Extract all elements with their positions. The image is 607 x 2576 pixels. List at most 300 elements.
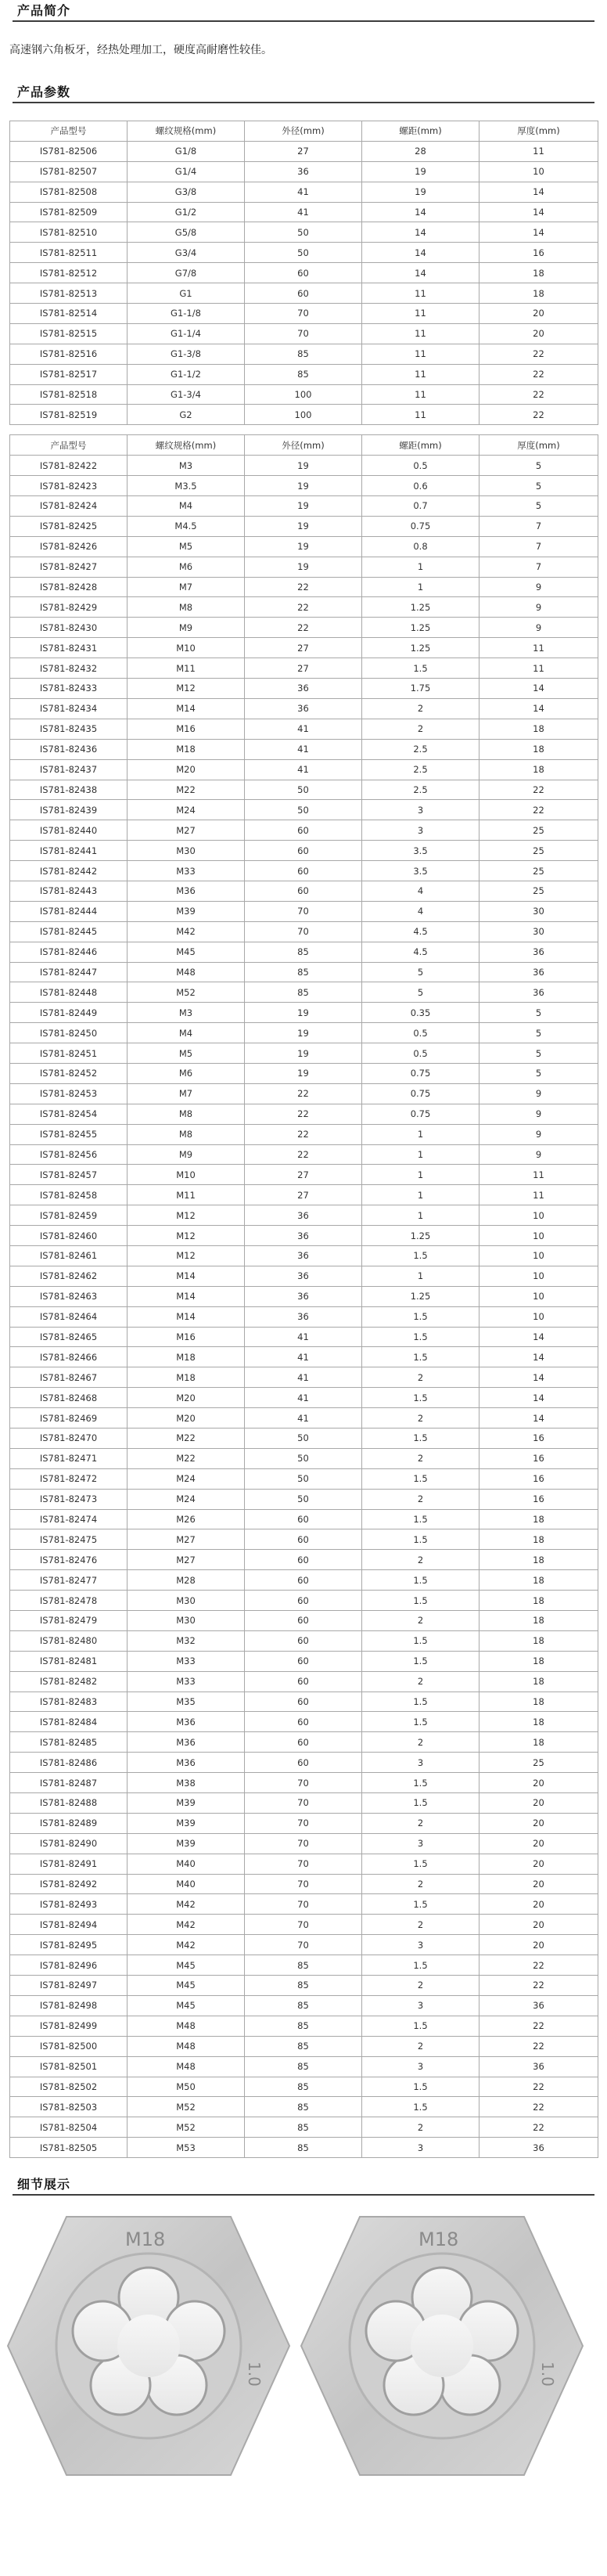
cell-thickness: 9 [479,1144,598,1165]
die-pitch-mark: 1.0 [538,2362,557,2387]
intro-title: 产品简介 [17,3,71,18]
cell-thread-spec: M11 [128,658,245,679]
cell-model: IS781-82502 [10,2077,128,2097]
cell-outer-diameter: 41 [245,1408,362,1429]
cell-thickness: 25 [479,820,598,841]
cell-model: IS781-82456 [10,1144,128,1165]
table-row [10,1429,598,1449]
cell-model: IS781-82463 [10,1286,128,1306]
cell-pitch: 2.5 [362,759,479,780]
cell-thickness: 18 [479,1630,598,1651]
cell-pitch: 1.5 [362,1529,479,1550]
header-pitch: 螺距(mm) [362,435,479,456]
cell-thickness: 10 [479,1306,598,1327]
cell-model: IS781-82478 [10,1591,128,1611]
cell-outer-diameter: 70 [245,1833,362,1854]
cell-pitch: 1.5 [362,1793,479,1814]
cell-thickness: 9 [479,577,598,597]
cell-thickness: 22 [479,2077,598,2097]
cell-outer-diameter: 19 [245,1003,362,1023]
cell-outer-diameter: 85 [245,364,362,384]
hex-die-right [301,2217,583,2475]
cell-thread-spec: M20 [128,1388,245,1408]
table-header-row [10,121,598,142]
cell-model: IS781-82496 [10,1955,128,1976]
cell-outer-diameter: 60 [245,1529,362,1550]
table-row [10,182,598,202]
intro-section-header [0,0,607,27]
cell-outer-diameter: 22 [245,1144,362,1165]
header-outer-diameter: 外径(mm) [245,435,362,456]
cell-outer-diameter: 85 [245,942,362,962]
cell-thread-spec: M27 [128,820,245,841]
cell-outer-diameter: 85 [245,982,362,1003]
cell-pitch: 1.5 [362,1955,479,1976]
cell-outer-diameter: 85 [245,1995,362,2016]
cell-thickness: 11 [479,638,598,658]
cell-outer-diameter: 70 [245,1854,362,1874]
cell-model: IS781-82511 [10,243,128,263]
cell-outer-diameter: 60 [245,1671,362,1692]
table-row [10,1671,598,1692]
cell-pitch: 4.5 [362,921,479,942]
cell-thread-spec: M18 [128,1367,245,1388]
table-row [10,759,598,780]
intro-text: 高速钢六角板牙，经热处理加工，硬度高耐磨性较佳。 [9,44,272,56]
cell-model: IS781-82423 [10,476,128,496]
cell-model: IS781-82469 [10,1408,128,1429]
table-row [10,222,598,243]
cell-pitch: 1.25 [362,1226,479,1246]
cell-pitch: 1.5 [362,1509,479,1529]
cell-outer-diameter: 36 [245,1286,362,1306]
table-row [10,739,598,759]
table-row [10,496,598,517]
cell-thread-spec: G1/4 [128,161,245,182]
cell-pitch: 1.5 [362,1468,479,1489]
cell-thread-spec: M10 [128,638,245,658]
cell-thickness: 9 [479,1083,598,1104]
cell-outer-diameter: 41 [245,1327,362,1347]
cell-thread-spec: M52 [128,2117,245,2138]
cell-thread-spec: M16 [128,1327,245,1347]
cell-model: IS781-82448 [10,982,128,1003]
table-row [10,1874,598,1894]
cell-thread-spec: M24 [128,800,245,820]
cell-outer-diameter: 36 [245,1226,362,1246]
cell-thread-spec: M16 [128,719,245,739]
table-row [10,1306,598,1327]
cell-pitch: 3 [362,1833,479,1854]
cell-thread-spec: M42 [128,1915,245,1935]
cell-thickness: 14 [479,222,598,243]
cell-thickness: 11 [479,1165,598,1185]
cell-thickness: 10 [479,1226,598,1246]
cell-thread-spec: M36 [128,1753,245,1773]
table-row [10,1448,598,1468]
header-model: 产品型号 [10,121,128,142]
cell-outer-diameter: 60 [245,881,362,901]
cell-pitch: 2 [362,1874,479,1894]
cell-outer-diameter: 19 [245,516,362,536]
cell-thread-spec: G1/2 [128,202,245,222]
cell-pitch: 3 [362,1995,479,2016]
die-size-mark: M18 [125,2228,166,2251]
cell-model: IS781-82476 [10,1550,128,1570]
cell-thread-spec: M18 [128,739,245,759]
table-row [10,679,598,699]
cell-outer-diameter: 27 [245,638,362,658]
cell-thickness: 25 [479,841,598,861]
cell-pitch: 0.75 [362,516,479,536]
cell-outer-diameter: 85 [245,2016,362,2036]
table-row [10,2036,598,2056]
cell-outer-diameter: 70 [245,1793,362,1814]
table-row [10,405,598,425]
cell-outer-diameter: 19 [245,1023,362,1043]
cell-thread-spec: M39 [128,1833,245,1854]
cell-thread-spec: G3/4 [128,243,245,263]
cell-outer-diameter: 50 [245,222,362,243]
cell-thickness: 20 [479,1813,598,1833]
table-row [10,1468,598,1489]
cell-outer-diameter: 22 [245,577,362,597]
table-row [10,1894,598,1915]
cell-model: IS781-82431 [10,638,128,658]
cell-pitch: 11 [362,364,479,384]
cell-model: IS781-82455 [10,1124,128,1144]
cell-model: IS781-82513 [10,283,128,304]
cell-model: IS781-82470 [10,1429,128,1449]
cell-outer-diameter: 60 [245,283,362,304]
table-row [10,1915,598,1935]
cell-model: IS781-82493 [10,1894,128,1915]
cell-outer-diameter: 70 [245,1915,362,1935]
cell-model: IS781-82494 [10,1915,128,1935]
cell-model: IS781-82472 [10,1468,128,1489]
cell-thread-spec: M14 [128,1266,245,1286]
cell-outer-diameter: 85 [245,344,362,364]
cell-thickness: 18 [479,1509,598,1529]
cell-thread-spec: M20 [128,1408,245,1429]
table-row [10,243,598,263]
cell-thickness: 7 [479,557,598,577]
cell-thread-spec: M3 [128,1003,245,1023]
cell-model: IS781-82517 [10,364,128,384]
cell-pitch: 0.5 [362,1043,479,1064]
cell-thread-spec: M50 [128,2077,245,2097]
cell-model: IS781-82505 [10,2138,128,2158]
cell-thread-spec: M4 [128,496,245,517]
cell-model: IS781-82515 [10,323,128,344]
cell-pitch: 1.75 [362,679,479,699]
cell-thread-spec: M7 [128,577,245,597]
cell-pitch: 1.5 [362,1630,479,1651]
cell-pitch: 11 [362,323,479,344]
cell-thread-spec: G5/8 [128,222,245,243]
cell-pitch: 2 [362,1448,479,1468]
cell-model: IS781-82454 [10,1104,128,1124]
cell-model: IS781-82458 [10,1185,128,1205]
cell-outer-diameter: 50 [245,1468,362,1489]
cell-model: IS781-82435 [10,719,128,739]
cell-thickness: 20 [479,1833,598,1854]
cell-pitch: 3 [362,2056,479,2077]
cell-pitch: 0.35 [362,1003,479,1023]
table-row [10,618,598,638]
cell-thread-spec: M24 [128,1489,245,1509]
cell-model: IS781-82433 [10,679,128,699]
cell-pitch: 2 [362,2036,479,2056]
cell-outer-diameter: 60 [245,1651,362,1671]
cell-thickness: 25 [479,881,598,901]
cell-model: IS781-82518 [10,384,128,405]
hex-die-photos [0,2203,607,2493]
table-row [10,1083,598,1104]
cell-thread-spec: G1 [128,283,245,304]
cell-model: IS781-82483 [10,1692,128,1712]
cell-model: IS781-82473 [10,1489,128,1509]
cell-thickness: 18 [479,739,598,759]
cell-model: IS781-82492 [10,1874,128,1894]
cell-thread-spec: M45 [128,1955,245,1976]
cell-outer-diameter: 60 [245,820,362,841]
cell-pitch: 11 [362,344,479,364]
table-row [10,1976,598,1996]
cell-pitch: 1 [362,577,479,597]
cell-thread-spec: M3.5 [128,476,245,496]
cell-thickness: 14 [479,1388,598,1408]
cell-pitch: 2.5 [362,780,479,800]
cell-thread-spec: M14 [128,1306,245,1327]
cell-pitch: 4.5 [362,942,479,962]
cell-pitch: 1.5 [362,2016,479,2036]
cell-thickness: 7 [479,536,598,557]
cell-thickness: 36 [479,2056,598,2077]
cell-thread-spec: M12 [128,1205,245,1226]
cell-outer-diameter: 70 [245,1773,362,1793]
cell-thread-spec: M4 [128,1023,245,1043]
cell-model: IS781-82439 [10,800,128,820]
table-row [10,982,598,1003]
cell-outer-diameter: 85 [245,2056,362,2077]
cell-thickness: 25 [479,861,598,881]
cell-pitch: 3 [362,1753,479,1773]
header-thread-spec: 螺纹规格(mm) [128,435,245,456]
cell-thread-spec: M36 [128,1712,245,1732]
table-row [10,263,598,283]
cell-model: IS781-82462 [10,1266,128,1286]
cell-outer-diameter: 60 [245,1753,362,1773]
cell-model: IS781-82495 [10,1935,128,1955]
cell-thread-spec: G1-1/4 [128,323,245,344]
cell-thread-spec: M12 [128,1226,245,1246]
table-row [10,1793,598,1814]
cell-pitch: 1 [362,1124,479,1144]
cell-model: IS781-82437 [10,759,128,780]
cell-outer-diameter: 85 [245,2117,362,2138]
table-row [10,719,598,739]
cell-thickness: 18 [479,1591,598,1611]
cell-outer-diameter: 36 [245,1205,362,1226]
cell-thread-spec: M52 [128,982,245,1003]
cell-model: IS781-82481 [10,1651,128,1671]
cell-pitch: 14 [362,222,479,243]
table-row [10,1245,598,1266]
cell-thread-spec: G1-1/2 [128,364,245,384]
cell-thickness: 20 [479,323,598,344]
cell-model: IS781-82491 [10,1854,128,1874]
cell-model: IS781-82503 [10,2097,128,2117]
cell-model: IS781-82499 [10,2016,128,2036]
cell-thread-spec: M28 [128,1570,245,1591]
cell-thickness: 14 [479,1408,598,1429]
table-row [10,1408,598,1429]
cell-model: IS781-82485 [10,1732,128,1753]
cell-pitch: 1.5 [362,1712,479,1732]
table-row [10,2097,598,2117]
table-row [10,1023,598,1043]
cell-pitch: 2 [362,1550,479,1570]
cell-model: IS781-82480 [10,1630,128,1651]
cell-thickness: 5 [479,1063,598,1083]
table-row [10,1935,598,1955]
table-row [10,1185,598,1205]
cell-thread-spec: M12 [128,679,245,699]
cell-thread-spec: M20 [128,759,245,780]
cell-pitch: 2 [362,719,479,739]
table-row [10,901,598,921]
cell-thickness: 20 [479,1915,598,1935]
cell-thread-spec: M36 [128,881,245,901]
cell-thread-spec: G7/8 [128,263,245,283]
cell-pitch: 19 [362,182,479,202]
cell-thread-spec: M22 [128,1429,245,1449]
cell-model: IS781-82489 [10,1813,128,1833]
cell-pitch: 1.5 [362,1429,479,1449]
table-row [10,597,598,618]
cell-thickness: 5 [479,1023,598,1043]
cell-pitch: 0.6 [362,476,479,496]
cell-pitch: 4 [362,881,479,901]
cell-model: IS781-82519 [10,405,128,425]
cell-outer-diameter: 19 [245,1063,362,1083]
header-thread-spec: 螺纹规格(mm) [128,121,245,142]
cell-thickness: 14 [479,698,598,719]
cell-thickness: 14 [479,202,598,222]
cell-thread-spec: M27 [128,1550,245,1570]
cell-model: IS781-82434 [10,698,128,719]
cell-outer-diameter: 50 [245,243,362,263]
cell-thickness: 16 [479,1429,598,1449]
cell-thickness: 18 [479,1651,598,1671]
cell-outer-diameter: 22 [245,1083,362,1104]
cell-model: IS781-82474 [10,1509,128,1529]
table-row [10,1854,598,1874]
cell-outer-diameter: 50 [245,800,362,820]
header-model: 产品型号 [10,435,128,456]
cell-outer-diameter: 36 [245,1266,362,1286]
cell-model: IS781-82424 [10,496,128,517]
cell-outer-diameter: 41 [245,759,362,780]
cell-model: IS781-82465 [10,1327,128,1347]
cell-pitch: 3 [362,2138,479,2158]
cell-pitch: 2 [362,1671,479,1692]
cell-outer-diameter: 60 [245,1509,362,1529]
table-row [10,304,598,324]
cell-thread-spec: M38 [128,1773,245,1793]
cell-thread-spec: M33 [128,861,245,881]
cell-pitch: 14 [362,263,479,283]
table-row [10,2056,598,2077]
cell-pitch: 1.5 [362,658,479,679]
cell-outer-diameter: 85 [245,1955,362,1976]
cell-outer-diameter: 85 [245,1976,362,1996]
table-row [10,820,598,841]
table-header-row [10,435,598,456]
cell-outer-diameter: 70 [245,921,362,942]
cell-thread-spec: M22 [128,780,245,800]
cell-model: IS781-82501 [10,2056,128,2077]
cell-pitch: 0.75 [362,1063,479,1083]
table-row [10,202,598,222]
details-section-header [0,2174,607,2200]
cell-thread-spec: M8 [128,597,245,618]
cell-thread-spec: M7 [128,1083,245,1104]
table-row [10,344,598,364]
cell-pitch: 2 [362,1367,479,1388]
table-row [10,1205,598,1226]
detail-gallery [0,2203,607,2493]
cell-thread-spec: M45 [128,942,245,962]
cell-pitch: 1.5 [362,1854,479,1874]
cell-outer-diameter: 60 [245,1692,362,1712]
header-outer-diameter: 外径(mm) [245,121,362,142]
cell-thickness: 36 [479,2138,598,2158]
table-row [10,2077,598,2097]
cell-thread-spec: M10 [128,1165,245,1185]
cell-model: IS781-82445 [10,921,128,942]
cell-thickness: 10 [479,1266,598,1286]
cell-thickness: 16 [479,1468,598,1489]
cell-thread-spec: M35 [128,1692,245,1712]
intro-divider [13,20,594,22]
cell-model: IS781-82514 [10,304,128,324]
cell-outer-diameter: 70 [245,1894,362,1915]
params-divider [13,102,594,103]
cell-outer-diameter: 70 [245,304,362,324]
cell-pitch: 1.25 [362,1286,479,1306]
cell-thread-spec: M33 [128,1671,245,1692]
cell-outer-diameter: 50 [245,1489,362,1509]
cell-thread-spec: M39 [128,1813,245,1833]
cell-outer-diameter: 85 [245,962,362,982]
cell-thread-spec: G3/8 [128,182,245,202]
cell-model: IS781-82430 [10,618,128,638]
cell-thickness: 7 [479,516,598,536]
cell-model: IS781-82509 [10,202,128,222]
cell-outer-diameter: 19 [245,557,362,577]
cell-thread-spec: M48 [128,962,245,982]
cell-thickness: 18 [479,1692,598,1712]
table-row [10,800,598,820]
cell-outer-diameter: 19 [245,536,362,557]
cell-model: IS781-82486 [10,1753,128,1773]
cell-thickness: 14 [479,1367,598,1388]
cell-model: IS781-82442 [10,861,128,881]
cell-thickness: 20 [479,1935,598,1955]
cell-model: IS781-82464 [10,1306,128,1327]
